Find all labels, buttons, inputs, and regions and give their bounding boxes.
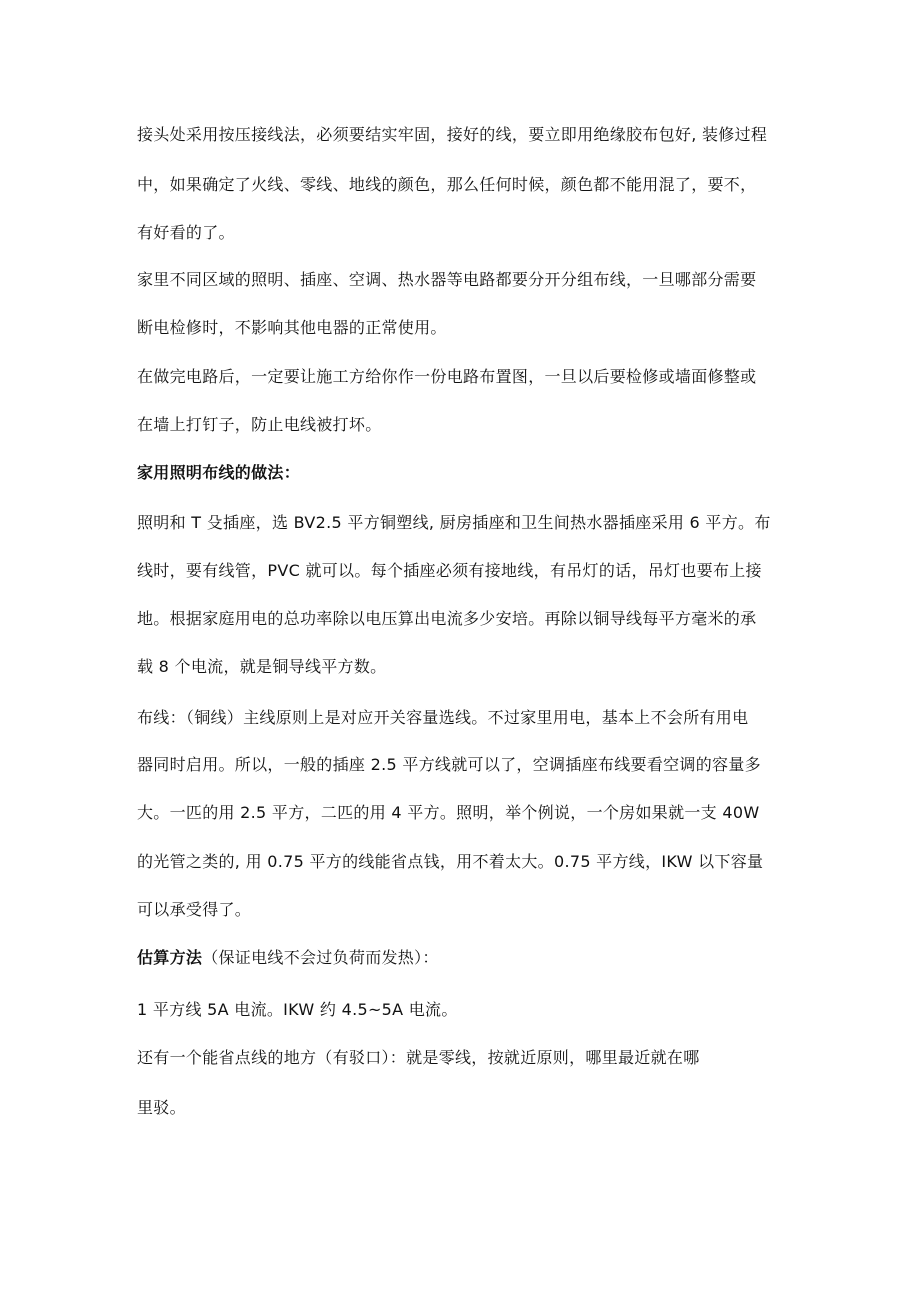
paragraph-5-line-3: 地。根据家庭用电的总功率除以电压算出电流多少安培。再除以铜导线每平方毫米的承 — [137, 609, 757, 628]
paragraph-6-line-4: 的光管之类的, 用 0.75 平方的线能省点钱，用不着太大。0.75 平方线，IKW 以下容量 — [137, 852, 764, 871]
paragraph-5-line-1: 照明和 T 殳插座，选 BV2.5 平方铜塑线, 厨房插座和卫生间热水器插座采用 6 平方。布 — [137, 513, 771, 532]
paragraph-6-line-2: 器同时启用。所以，一般的插座 2.5 平方线就可以了，空调插座布线要看空调的容量多 — [137, 755, 761, 774]
paragraph-8-line-1: 1 平方线 5A 电流。IKW 约 4.5~5A 电流。 — [137, 1000, 458, 1019]
paragraph-5-line-2: 线时，要有线管，PVC 就可以。每个插座必须有接地线，有吊灯的话，吊灯也要布上接 — [137, 561, 762, 580]
paragraph-6-line-1: 布线：（铜线）主线原则上是对应开关容量选线。不过家里用电，基本上不会所有用电 — [137, 708, 749, 727]
paragraph-1-line-2: 中，如果确定了火线、零线、地线的颜色，那么任何时候，颜色都不能用混了，要不， — [137, 175, 757, 194]
paragraph-9-line-2: 里驳。 — [137, 1098, 186, 1117]
paragraph-1-line-3: 有好看的了。 — [137, 223, 235, 242]
estimation-heading-bold: 估算方法 — [137, 948, 203, 967]
paragraph-5-line-4: 载 8 个电流，就是铜导线平方数。 — [137, 657, 387, 676]
paragraph-2-line-2: 断电检修时，不影响其他电器的正常使用。 — [137, 318, 447, 337]
section-heading-estimation — [137, 948, 439, 968]
paragraph-1-line-1: 接头处采用按压接线法，必须要结实牢固，接好的线，要立即用绝缘胶布包好, 装修过程 — [137, 125, 768, 144]
paragraph-3-line-1: 在做完电路后，一定要让施工方给你作一份电路布置图，一旦以后要检修或墙面修整或 — [137, 367, 757, 386]
estimation-heading-rest: （保证电线不会过负荷而发热）： — [202, 948, 439, 967]
paragraph-6-line-5: 可以承受得了。 — [137, 900, 252, 919]
paragraph-6-line-3: 大。一匹的用 2.5 平方，二匹的用 4 平方。照明，举个例说，一个房如果就一支 40W — [137, 803, 760, 822]
section-heading-lighting-wiring: 家用照明布线的做法： — [137, 463, 301, 482]
paragraph-2-line-1: 家里不同区域的照明、插座、空调、热水器等电路都要分开分组布线，一旦哪部分需要 — [137, 270, 757, 289]
paragraph-3-line-2: 在墙上打钉子，防止电线被打坏。 — [137, 415, 382, 434]
paragraph-9-line-1: 还有一个能省点线的地方（有驳口）：就是零线，按就近原则，哪里最近就在哪 — [137, 1048, 700, 1067]
